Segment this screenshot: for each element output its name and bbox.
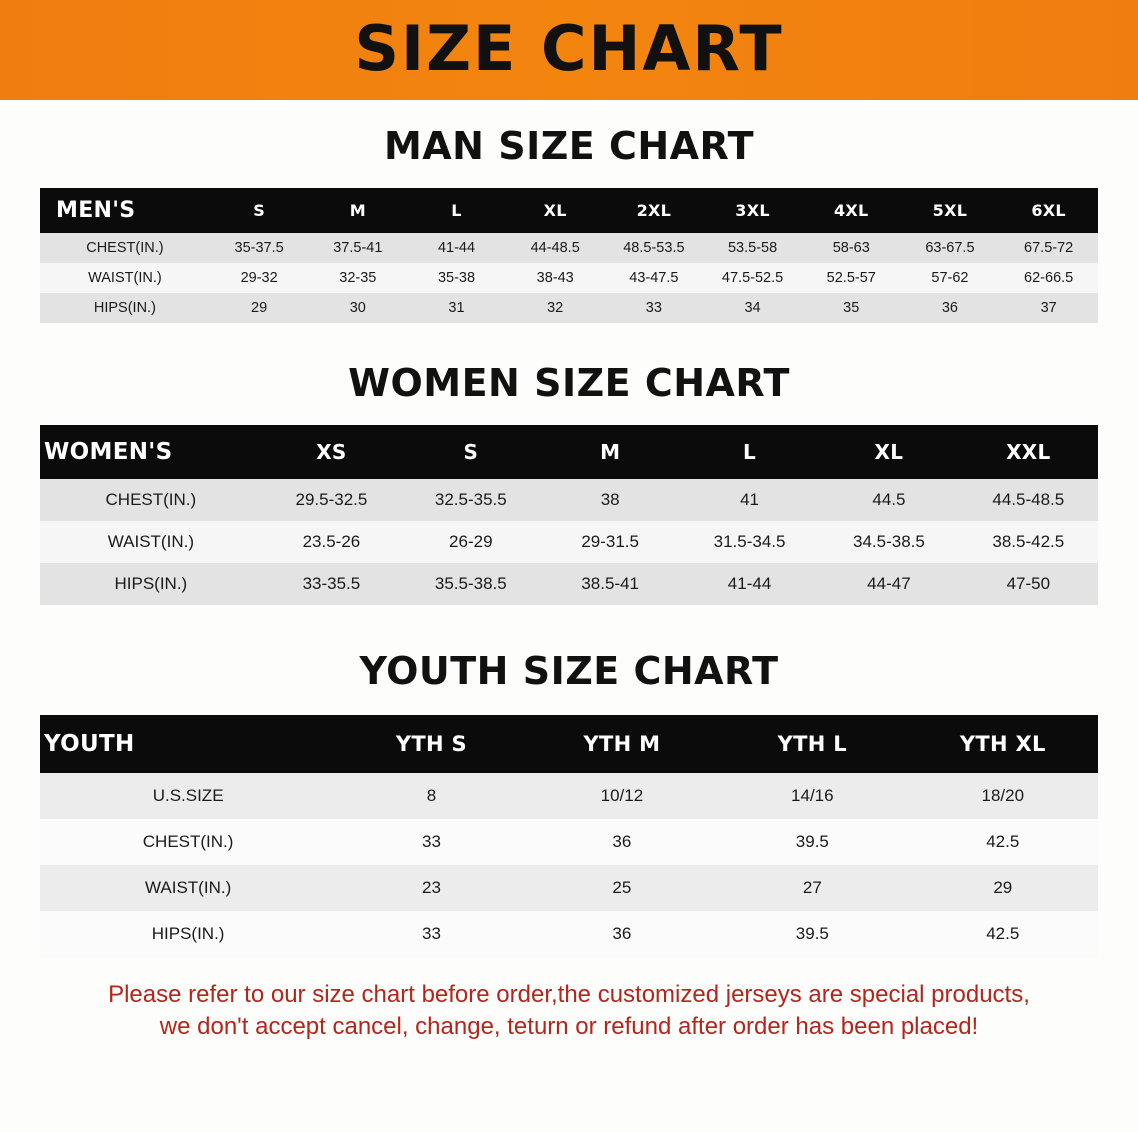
- table-cell: 41-44: [407, 233, 506, 263]
- disclaimer-note: [34, 979, 1104, 1044]
- women-table-wrap: [0, 425, 1138, 605]
- column-header: YTH S: [336, 715, 526, 773]
- table-cell: 35-38: [407, 263, 506, 293]
- row-label: HIPS(IN.): [40, 293, 210, 323]
- table-cell: 42.5: [908, 911, 1098, 957]
- table-cell: 67.5-72: [999, 233, 1098, 263]
- table-cell: 36: [901, 293, 1000, 323]
- table-cell: 47-50: [959, 563, 1098, 605]
- table-cell: 29: [210, 293, 309, 323]
- youth-table-wrap: [0, 715, 1138, 957]
- disclaimer-line-1: Please refer to our size chart before order,the customized jerseys are special products,: [108, 981, 1030, 1008]
- table-cell: 29.5-32.5: [262, 479, 401, 521]
- table-cell: 57-62: [901, 263, 1000, 293]
- table-cell: 8: [336, 773, 526, 819]
- table-cell: 32: [506, 293, 605, 323]
- table-cell: 29-32: [210, 263, 309, 293]
- youth-size-table: [40, 715, 1098, 957]
- table-header-row: [40, 715, 1098, 773]
- table-header-row: [40, 425, 1098, 479]
- table-row: [40, 521, 1098, 563]
- table-cell: 32.5-35.5: [401, 479, 540, 521]
- table-cell: 63-67.5: [901, 233, 1000, 263]
- column-header: L: [680, 425, 819, 479]
- row-label: WAIST(IN.): [40, 263, 210, 293]
- table-cell: 37.5-41: [308, 233, 407, 263]
- row-label: HIPS(IN.): [40, 563, 262, 605]
- table-cell: 33: [336, 911, 526, 957]
- table-cell: 23.5-26: [262, 521, 401, 563]
- table-row: [40, 773, 1098, 819]
- column-header: XL: [819, 425, 958, 479]
- table-cell: 23: [336, 865, 526, 911]
- table-row: [40, 293, 1098, 323]
- table-row: [40, 563, 1098, 605]
- table-cell: 32-35: [308, 263, 407, 293]
- column-header: L: [407, 188, 506, 233]
- table-cell: 36: [527, 819, 717, 865]
- table-row: [40, 911, 1098, 957]
- column-header: WOMEN'S: [40, 425, 262, 479]
- table-cell: 62-66.5: [999, 263, 1098, 293]
- men-size-table: [40, 188, 1098, 323]
- table-cell: 58-63: [802, 233, 901, 263]
- disclaimer-line-2: we don't accept cancel, change, teturn or refund after order has been placed!: [159, 1013, 979, 1041]
- column-header: XS: [262, 425, 401, 479]
- column-header: YTH XL: [908, 715, 1098, 773]
- table-header-row: [40, 188, 1098, 233]
- table-cell: 44-48.5: [506, 233, 605, 263]
- table-cell: 25: [527, 865, 717, 911]
- table-cell: 38: [540, 479, 679, 521]
- row-label: CHEST(IN.): [40, 819, 336, 865]
- table-cell: 39.5: [717, 819, 907, 865]
- table-cell: 34.5-38.5: [819, 521, 958, 563]
- column-header: 6XL: [999, 188, 1098, 233]
- table-cell: 33: [336, 819, 526, 865]
- column-header: XXL: [959, 425, 1098, 479]
- table-cell: 44.5: [819, 479, 958, 521]
- column-header: 2XL: [605, 188, 704, 233]
- table-row: [40, 479, 1098, 521]
- table-cell: 41-44: [680, 563, 819, 605]
- table-cell: 47.5-52.5: [703, 263, 802, 293]
- table-cell: 18/20: [908, 773, 1098, 819]
- table-row: [40, 819, 1098, 865]
- table-cell: 52.5-57: [802, 263, 901, 293]
- row-label: WAIST(IN.): [40, 521, 262, 563]
- column-header: S: [401, 425, 540, 479]
- row-label: HIPS(IN.): [40, 911, 336, 957]
- column-header: YTH M: [527, 715, 717, 773]
- page-banner: [0, 0, 1138, 100]
- table-cell: 33: [605, 293, 704, 323]
- table-cell: 34: [703, 293, 802, 323]
- table-row: [40, 865, 1098, 911]
- row-label: WAIST(IN.): [40, 865, 336, 911]
- column-header: 4XL: [802, 188, 901, 233]
- table-cell: 48.5-53.5: [605, 233, 704, 263]
- table-cell: 39.5: [717, 911, 907, 957]
- table-cell: 41: [680, 479, 819, 521]
- table-cell: 42.5: [908, 819, 1098, 865]
- women-size-table: [40, 425, 1098, 605]
- table-cell: 35.5-38.5: [401, 563, 540, 605]
- table-cell: 27: [717, 865, 907, 911]
- youth-section-title: YOUTH SIZE CHART: [359, 649, 779, 693]
- table-cell: 35-37.5: [210, 233, 309, 263]
- table-cell: 44.5-48.5: [959, 479, 1098, 521]
- table-cell: 36: [527, 911, 717, 957]
- row-label: CHEST(IN.): [40, 479, 262, 521]
- table-cell: 31: [407, 293, 506, 323]
- table-cell: 26-29: [401, 521, 540, 563]
- column-header: YOUTH: [40, 715, 336, 773]
- table-cell: 38.5-42.5: [959, 521, 1098, 563]
- man-table-wrap: [0, 188, 1138, 323]
- column-header: 3XL: [703, 188, 802, 233]
- column-header: 5XL: [901, 188, 1000, 233]
- page-title: SIZE CHART: [354, 12, 784, 85]
- row-label: CHEST(IN.): [40, 233, 210, 263]
- column-header: MEN'S: [40, 188, 210, 233]
- column-header: M: [308, 188, 407, 233]
- table-cell: 37: [999, 293, 1098, 323]
- table-cell: 33-35.5: [262, 563, 401, 605]
- table-row: [40, 263, 1098, 293]
- table-cell: 29: [908, 865, 1098, 911]
- table-cell: 31.5-34.5: [680, 521, 819, 563]
- table-cell: 35: [802, 293, 901, 323]
- women-section-title: WOMEN SIZE CHART: [348, 361, 790, 405]
- row-label: U.S.SIZE: [40, 773, 336, 819]
- table-cell: 44-47: [819, 563, 958, 605]
- table-row: [40, 233, 1098, 263]
- column-header: S: [210, 188, 309, 233]
- table-cell: 38-43: [506, 263, 605, 293]
- column-header: YTH L: [717, 715, 907, 773]
- man-section-title: MAN SIZE CHART: [383, 124, 755, 168]
- table-cell: 10/12: [527, 773, 717, 819]
- table-cell: 53.5-58: [703, 233, 802, 263]
- column-header: XL: [506, 188, 605, 233]
- column-header: M: [540, 425, 679, 479]
- table-cell: 14/16: [717, 773, 907, 819]
- table-cell: 43-47.5: [605, 263, 704, 293]
- table-cell: 30: [308, 293, 407, 323]
- table-cell: 29-31.5: [540, 521, 679, 563]
- table-cell: 38.5-41: [540, 563, 679, 605]
